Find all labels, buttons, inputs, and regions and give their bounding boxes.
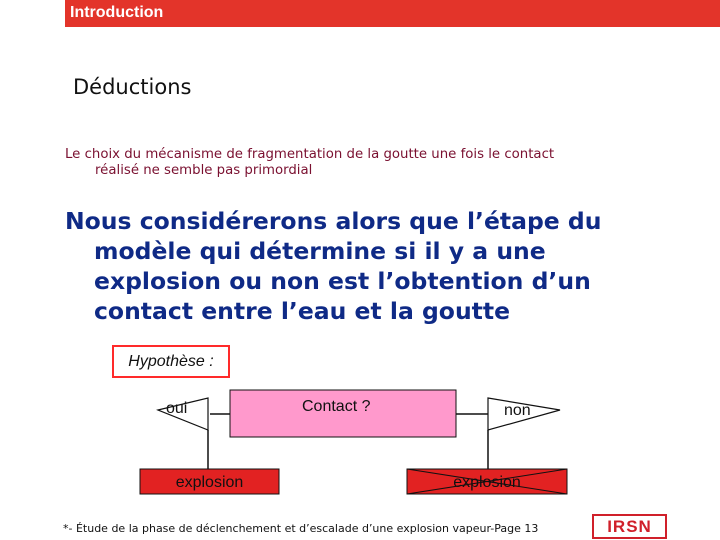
section-title: Introduction — [70, 4, 164, 21]
label-oui: oui — [166, 400, 188, 417]
footer-caption: *- Étude de la phase de déclenchement et d’escalade d’une explosion vapeur-Page 13 — [63, 522, 539, 535]
label-non: non — [504, 402, 531, 419]
label-contact: Contact ? — [302, 398, 371, 415]
main-line-4: contact entre l’eau et la goutte — [94, 297, 511, 325]
label-outcome-no: explosion — [453, 474, 521, 491]
lead-line-2: réalisé ne semble pas primordial — [95, 163, 313, 178]
main-line-2: modèle qui détermine si il y a une — [94, 237, 546, 265]
main-line-1: Nous considérerons alors que l’étape du — [65, 207, 602, 235]
lead-line-1: Le choix du mécanisme de fragmentation de la goutte une fois le contact — [65, 147, 555, 162]
slide-title: Déductions — [73, 75, 192, 99]
main-line-3: explosion ou non est l’obtention d’un — [94, 267, 591, 295]
irsn-logo: IRSN — [592, 514, 667, 539]
label-outcome-yes: explosion — [175, 474, 244, 491]
hypothesis-label: Hypothèse : — [114, 347, 228, 376]
